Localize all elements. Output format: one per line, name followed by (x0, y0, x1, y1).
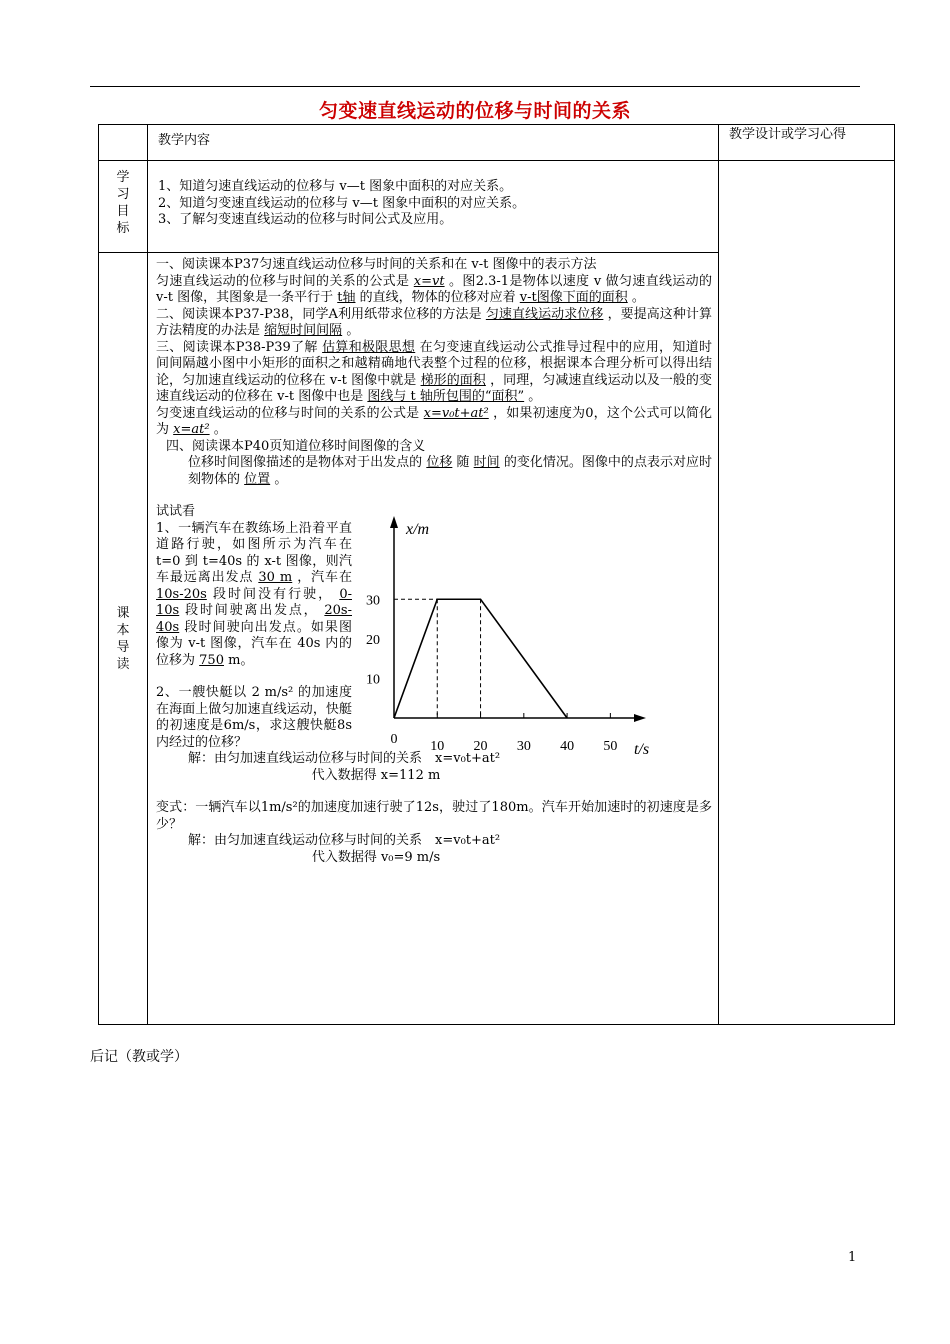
text: 匀变速直线运动的位移与时间的关系的公式是 (156, 405, 420, 421)
guide-label-char: 读 (116, 656, 130, 672)
y-tick-label: 10 (366, 672, 380, 688)
text: 1、一辆汽车在教练场上沿着平直道路行驶，如图所示为汽车在 t=0 到 t=40s 的 x-t 图像，则汽车最远离出发点 (156, 520, 352, 585)
variant-question: 变式：一辆汽车以1m/s²的加速度加速行驶了12s，驶过了180m。汽车开始加速时的初速度是多少？ (156, 800, 712, 832)
goals-row (99, 161, 895, 253)
guide-label (99, 253, 148, 1025)
header-empty-cell (99, 125, 148, 161)
text: 。 (631, 290, 645, 305)
exercise-block (156, 504, 712, 944)
x-axis-label: t/s (634, 741, 650, 758)
goal-line: 1、知道匀速直线运动的位移与 v—t 图象中面积的对应关系。 (158, 179, 513, 194)
text: 。 (274, 471, 288, 487)
header-content: 教学内容 (148, 125, 719, 161)
answer-blank: 缩短时间间隔 (264, 323, 343, 338)
guide-label-char: 本 (116, 622, 130, 638)
goals-label (99, 161, 148, 253)
text: ，如果初速度为0，这个公式可以简化为 (156, 405, 712, 437)
guide-content (148, 253, 719, 1025)
text: 。 (528, 389, 542, 404)
goals-label-char: 目 (116, 204, 130, 219)
goals-label-char: 学 (116, 170, 130, 185)
section-3-text (156, 340, 712, 406)
answer-blank: 梯形的面积 (420, 372, 486, 388)
y-axis-label: x/m (406, 521, 430, 538)
y-tick-label: 30 (366, 593, 380, 609)
variant-solution: 解：由匀加速直线运动位移与时间的关系 x=v₀t+at² (188, 833, 501, 848)
section-1-text (156, 274, 712, 307)
goals-content (148, 161, 719, 253)
x-tick-label: 50 (603, 739, 618, 754)
text: 。图2.3-1是物体以速度 v 做匀速直线运动的 v-t 图像，其图象是一条平行于 (156, 273, 712, 305)
goals-label-char: 标 (116, 221, 130, 236)
text: m。 (228, 652, 254, 668)
answer-blank: 位置 (244, 471, 271, 487)
guide-label-char: 课 (116, 605, 130, 621)
page-title: 匀变速直线运动的位移与时间的关系 (318, 100, 631, 122)
text: 。 (346, 323, 360, 338)
text: 的直线，物体的位移对应着 (359, 290, 516, 305)
question-2-solution: 解：由匀加速直线运动位移与时间的关系 x=v₀t+at² (188, 751, 501, 766)
goal-line: 2、知道匀变速直线运动的位移与 v—t 图象中面积的对应关系。 (158, 195, 526, 211)
answer-blank: t轴 (337, 290, 356, 305)
answer-blank: 位移 (426, 455, 453, 470)
x-axis-arrow (634, 714, 646, 722)
answer-blank: 0-10s (156, 586, 352, 618)
afterword: 后记（教或学） (90, 1049, 188, 1065)
text: ，要提高这种计算方法精度的办法是 (156, 306, 712, 338)
answer-blank: 20s-40s (156, 603, 352, 635)
y-axis-arrow (390, 516, 398, 528)
text: 位移时间图像描述的是物体对于出发点的 (188, 455, 423, 470)
question-1 (156, 521, 352, 670)
design-notes-cell (719, 161, 895, 1025)
text: 段时间驶离出发点， (185, 603, 319, 618)
header-rule (90, 86, 860, 87)
goals-label-char: 习 (116, 187, 130, 202)
y-tick-label: 20 (366, 632, 380, 648)
text: 匀速直线运动的位移与时间的关系的公式是 (156, 273, 410, 289)
text: 。 (213, 422, 227, 437)
section-3-formula (156, 406, 712, 439)
answer-blank: x=at² (173, 422, 210, 437)
answer-blank: 10s-20s (156, 586, 207, 602)
answer-blank: x=v₀t+at² (423, 405, 489, 421)
answer-blank: 估算和极限思想 (322, 339, 416, 355)
text: 段时间没有行驶， (212, 586, 334, 602)
table-header-row (99, 125, 895, 161)
x-tick-label: 30 (516, 739, 531, 754)
question-2: 2、一艘快艇以 2 m/s² 的加速度在海面上做匀加速直线运动，快艇的初速度是6m/s，求这艘快艇8s内经过的位移？ (156, 685, 352, 750)
text: 的变化情况。图像中的点表示对应时刻物体的 (188, 455, 712, 487)
x-tick-label: 40 (560, 739, 575, 754)
answer-blank: x=vt (413, 273, 445, 289)
text: 在匀变速直线运动公式推导过程中的应用，知道时间间隔越小图中小矩形的面积之和越精确地代表整个过程的位移，根据课本合理分析可以得出结论，匀加速直线运动的位移在 v-t 图像中就是 (156, 339, 712, 388)
guide-label-char: 导 (116, 639, 130, 655)
lesson-table (98, 124, 895, 1025)
text: 二、阅读课本P37-P38，同学A利用纸带求位移的方法是 (156, 306, 482, 322)
answer-blank: 匀速直线运动求位移 (485, 306, 604, 322)
goal-line: 3、了解匀变速直线运动的位移与时间公式及应用。 (158, 212, 453, 227)
text: 段时间驶向出发点。如果图像为 v-t 图像，汽车在 40s 内的位移为 (156, 619, 352, 668)
exercise-text (156, 504, 352, 751)
section-2-text (156, 307, 712, 340)
text: ，汽车在 (297, 570, 352, 585)
variant-result: 代入数据得 v₀=9 m/s (311, 849, 441, 865)
answer-blank: 750 (199, 652, 224, 668)
origin-label: 0 (390, 732, 398, 747)
section-4-heading: 四、阅读课本P40页知道位移时间图像的含义 (166, 438, 426, 454)
answer-blank: 时间 (473, 455, 500, 470)
text: 随 (456, 455, 470, 470)
x-tick-label: 20 (473, 739, 488, 754)
text: ，同理，匀减速直线运动以及一般的变速直线运动的位移在 v-t 图像中也是 (156, 372, 712, 404)
answer-blank: 图线与 t 轴所包围的“面积” (367, 389, 525, 404)
header-design: 教学设计或学习心得 (719, 125, 895, 161)
text: 三、阅读课本P38-P39了解 (156, 339, 318, 355)
answer-blank: 30 m (258, 570, 293, 585)
page-number: 1 (848, 1250, 857, 1265)
section-1-heading: 一、阅读课本P37匀速直线运动位移与时间的关系和在 v-t 图像中的表示方法 (156, 257, 597, 272)
section-4-text (156, 455, 712, 488)
exercise-heading: 试试看 (156, 504, 196, 519)
answer-blank: v-t图像下面的面积 (519, 290, 628, 305)
xt-graph (366, 521, 652, 772)
x-tick-label: 10 (430, 739, 445, 754)
question-2-result: 代入数据得 x=112 m (311, 767, 441, 783)
